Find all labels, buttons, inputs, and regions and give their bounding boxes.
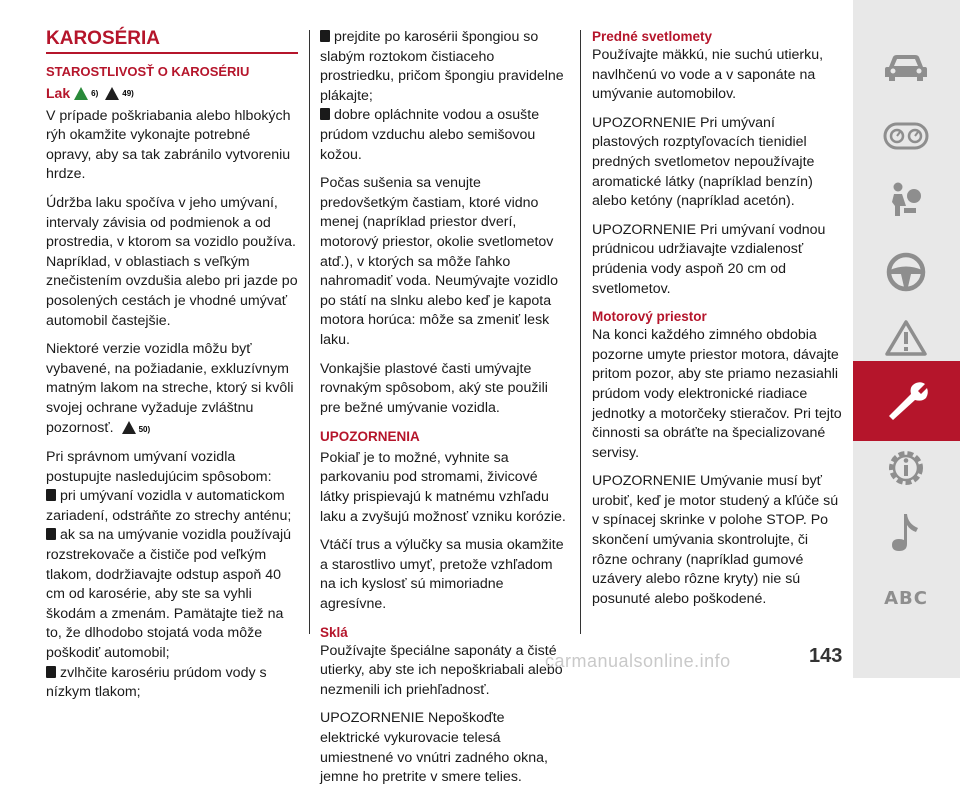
paragraph: Na konci každého zimného obdobia pozorne umyte priestor motora, dávajte pritom pozor, aby ste priamo nezasiahli prúdom vody elektronické riadiace jednotky a motorčeky stieračov. Pri tejto činnosti sa obráťte na špecializované servisy. bbox=[592, 327, 842, 461]
paragraph: Používajte mäkkú, nie suchú utierku, navlhčenú vo vode a v saponáte na umývanie automobilov. bbox=[592, 47, 824, 103]
list-item bbox=[46, 526, 298, 663]
warning-triangle-icon[interactable] bbox=[882, 318, 930, 358]
lak-label: Lak bbox=[46, 85, 71, 101]
list-item-text: prejdite po karosérii špongiou so slabým roztokom čistiaceho prostriedku, pričom špongiu pravidelne plákajte; bbox=[320, 29, 564, 104]
warning-icon bbox=[105, 87, 119, 100]
watermark: carmanualsonline.info bbox=[545, 651, 731, 671]
car-icon[interactable] bbox=[882, 48, 930, 88]
list-item bbox=[320, 28, 568, 106]
title-divider bbox=[46, 52, 298, 54]
steering-wheel-icon[interactable] bbox=[882, 252, 930, 292]
warning-icon bbox=[122, 421, 136, 434]
info-gear-icon[interactable] bbox=[882, 448, 930, 488]
paragraph: UPOZORNENIE Pri umývaní vodnou prúdnicou udržiavajte vzdialenosť prúdenia vody aspoň 20 cm od svetlometov. bbox=[592, 221, 826, 297]
bullet-icon bbox=[320, 30, 330, 42]
paragraph: UPOZORNENIE Pri umývaní plastových rozptyľovacích tienidiel predných svetlometov nepoužívajte aromatické látky (napríklad benzín) alebo ketóny (napríklad acetón). bbox=[592, 114, 815, 210]
ref-6: 6) bbox=[91, 89, 99, 98]
paragraph: Používajte špeciálne saponáty a čisté utierky, aby ste ich nepoškriabali alebo nezmenili ich priehľadnosť. bbox=[320, 642, 563, 698]
abc-index-icon[interactable] bbox=[882, 578, 930, 618]
glass-heading: Sklá bbox=[320, 624, 348, 640]
list-item-text: zvlhčite karosériu prúdom vody s nízkym tlakom; bbox=[46, 664, 267, 701]
list-item-text: dobre opláchnite vodou a osušte prúdom vzduchu alebo semišovou kožou. bbox=[320, 107, 540, 163]
wrench-icon[interactable] bbox=[882, 381, 930, 421]
paragraph bbox=[46, 340, 298, 439]
bullet-icon bbox=[46, 666, 56, 678]
paragraph-text: Niektoré verzie vozidla môžu byť vybavené, na požiadanie, exkluzívnym matným lakom na streche, ktorý si kvôli svojej ochrane vyžaduje zvláštnu pozornosť. bbox=[46, 341, 294, 436]
bullet-icon bbox=[46, 528, 56, 540]
section-title: KAROSÉRIA bbox=[46, 28, 161, 49]
chapter-sidebar bbox=[853, 0, 960, 678]
ref-50: 50) bbox=[138, 424, 151, 434]
paragraph: Údržba laku spočíva v jeho umývaní, intervaly závisia od podmienok a od prostredia, v ktorom sa vozidlo používa. Napríklad, v oblastiach s veľkým znečistením ovzdušia alebo pri jazde po posolených cestách je vhodné umývať automobil častejšie. bbox=[46, 194, 298, 329]
list-item-text: pri umývaní vozidla v automatickom zariadení, odstráňte zo strechy anténu; bbox=[46, 488, 292, 524]
paragraph: UPOZORNENIE Nepoškoďte elektrické vykurovacie telesá umiestnené vo vnútri zadného okna, jemne ho pretrite v smere telies. bbox=[320, 710, 548, 786]
column-divider bbox=[309, 30, 310, 634]
paragraph: Pokiaľ je to možné, vyhnite sa parkovaniu pod stromami, živicové látky prispievajú k matnému vzhľadu laku a zvyšujú možnosť vzniku korózie. bbox=[320, 449, 566, 525]
warnings-heading: UPOZORNENIA bbox=[320, 429, 420, 445]
bullet-icon bbox=[46, 489, 56, 501]
column-right bbox=[592, 28, 844, 618]
ref-49: 49) bbox=[122, 89, 134, 98]
bullet-icon bbox=[320, 108, 330, 120]
paragraph: UPOZORNENIE Umývanie musí byť urobiť, keď je motor studený a kľúče sú v spínacej skrinke v polohe STOP. Po skončení umývania skontrolujte, či rôzne ochrany (napríklad gumové uzávery alebo rôzne kryty) nie sú posunuté alebo poškodené. bbox=[592, 473, 839, 607]
music-note-icon[interactable] bbox=[882, 512, 930, 552]
column-middle bbox=[320, 28, 568, 797]
section-subtitle: STAROSTLIVOSŤ O KAROSÉRIU bbox=[46, 64, 250, 79]
paragraph: Pri správnom umývaní vozidla postupujte nasledujúcim spôsobom: bbox=[46, 449, 272, 485]
paragraph: V prípade poškriabania alebo hlbokých rýh okamžite vykonajte potrebné opravy, aby sa tak zabránilo vytvoreniu hrdze. bbox=[46, 107, 291, 183]
engine-bay-heading: Motorový priestor bbox=[592, 309, 707, 325]
paragraph: Vtáčí trus a výlučky sa musia okamžite a starostlivo umyť, pretože vzhľadom na ich kyslosť sú mimoriadne agresívne. bbox=[320, 537, 564, 613]
page-number: 143 bbox=[809, 645, 843, 667]
green-warning-icon bbox=[74, 87, 88, 100]
list-item bbox=[320, 106, 568, 165]
list-item bbox=[46, 487, 298, 526]
airbag-person-icon[interactable] bbox=[882, 180, 930, 220]
column-divider bbox=[580, 30, 581, 634]
paragraph: Vonkajšie plastové časti umývajte rovnakým spôsobom, aký ste použili pre bežné umývanie vozidla. bbox=[320, 360, 548, 416]
lak-heading bbox=[46, 84, 298, 104]
column-left bbox=[46, 28, 298, 703]
list-item-text: ak sa na umývanie vozidla používajú rozstrekovače a čističe pod veľkým tlakom, dodržiavajte odstup aspoň 40 cm od karosérie, aby ste sa vyhli škodám a zmenám. Pamätajte tiež na to, že dlhodobo stojatá voda môže poškodiť automobil; bbox=[46, 527, 292, 662]
paragraph: Počas sušenia sa venujte predovšetkým častiam, ktoré vidno menej (napríklad priestor dverí, motorový priestor, okolie svetlometov atď.), v ktorých sa môže ľahko nahromadiť voda. Neumývajte vozidlo po státí na slnku alebo keď je kapota motora horúca: môže sa zmeniť lesk laku. bbox=[320, 175, 558, 348]
abc-label: ABC bbox=[884, 587, 928, 609]
headlights-heading: Predné svetlomety bbox=[592, 29, 713, 44]
dashboard-icon[interactable] bbox=[882, 116, 930, 156]
list-item bbox=[46, 664, 298, 703]
